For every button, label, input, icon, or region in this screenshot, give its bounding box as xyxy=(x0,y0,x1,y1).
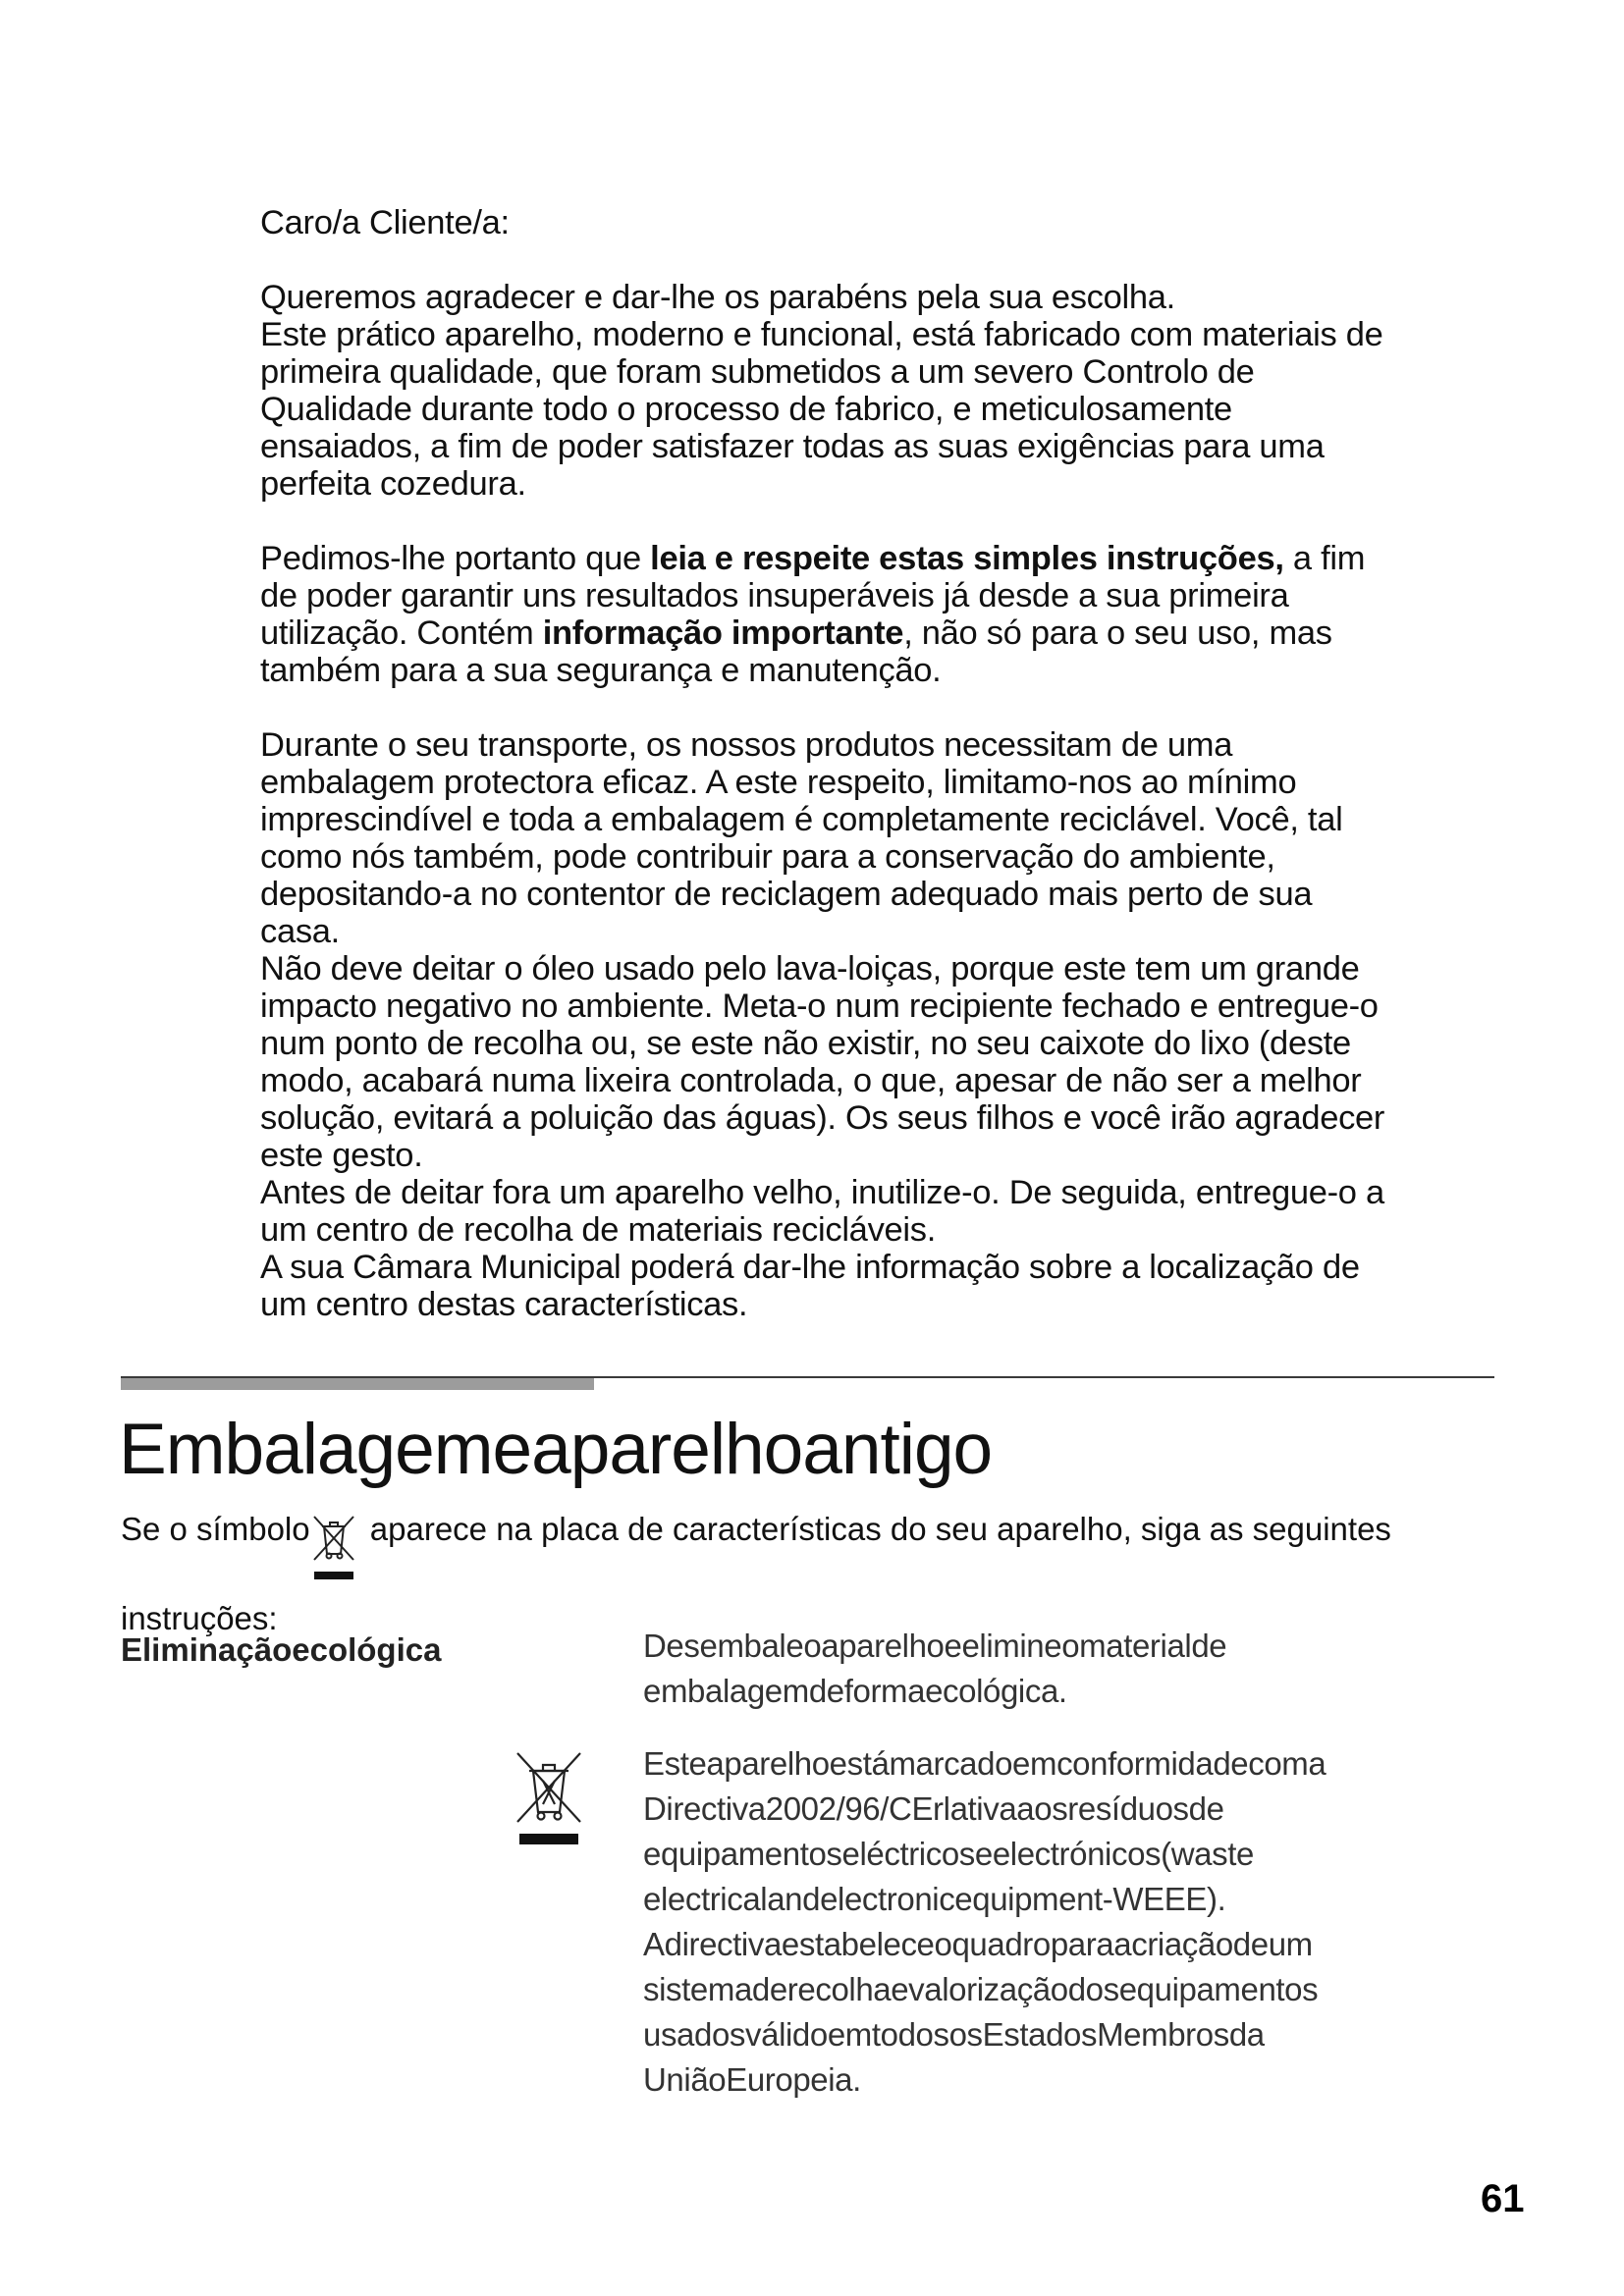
letter-paragraph-1-first-line: Queremos agradecer e dar-lhe os parabéns pela sua escolha. xyxy=(260,279,1175,316)
letter-paragraph-3b: Não deve deitar o óleo usado pelo lava-loiças, porque este tem um grande impacto negativo no ambiente. Meta-o num recipiente fechado e entregue-o num ponto de recolha ou, se este não existir, no seu caixote do lixo (deste modo, acabará numa lixeira controlada, o que, apesar de não ser a melhor solução, evitará a poluição das águas). Os seus filhos e você irão agradecer este gesto. xyxy=(260,950,1385,1174)
eco-paragraph-2 xyxy=(643,1741,1448,1922)
letter-paragraph-3a: Durante o seu transporte, os nossos produtos necessitam de uma embalagem protectora eficaz. A este respeito, limitamo-nos ao mínimo imprescindível e toda a embalagem é completamente reciclável. Você, tal como nós também, pode contribuir para a conservação do ambiente, depositando-a no contentor de reciclagem adequado mais perto de sua casa. xyxy=(260,726,1343,950)
crossed-out-wheelie-bin-icon xyxy=(514,1749,584,1847)
letter-paragraph-2-text-2: a fim de poder garantir uns resultados insuperáveis já desde a sua primeira utilização. Contém xyxy=(260,540,1366,652)
section-intro-text-2: aparece na placa de características do seu aparelho, siga as seguintes instruções: xyxy=(121,1511,1391,1636)
eco-paragraph-2-text: Esteaparelhoestámarcadoemconformidadecoma Directiva2002/96/CErlativaaosresíduosde equipamentoseléctricoseelectrónicos(waste electricalandelectronicequipment-WEEE). xyxy=(643,1745,1326,1917)
eco-paragraph-3-text: Adirectivaestabeleceoquadroparaacriaçãodeum sistemaderecolhaevalorizaçãodosequipamentos usadosválidoemtodososEstadosMembrosda UniãoEuropeia. xyxy=(643,1926,1319,2098)
eco-paragraph-3 xyxy=(643,1922,1448,2103)
section-title: Embalagemeaparelhoantigo xyxy=(119,1410,993,1489)
letter-paragraph-2-text-3: , não só para o seu uso, mas também para a sua segurança e manutenção. xyxy=(260,614,1332,689)
greeting: Caro/a Cliente/a: xyxy=(260,204,510,241)
page-number: 61 xyxy=(1481,2177,1525,2220)
letter-paragraph-2-bold-2: informação importante xyxy=(542,614,904,652)
letter-paragraph-1 xyxy=(260,279,1389,503)
letter-paragraph-2-text-1: Pedimos-lhe portanto que xyxy=(260,540,651,577)
letter-paragraph-2-bold-1: leia e respeite estas simples instruções, xyxy=(650,540,1284,577)
letter-paragraph-1-rest: Este prático aparelho, moderno e funcional, está fabricado com materiais de primeira qualidade, que foram submetidos a um severo Controlo de Qualidade durante todo o processo de fabrico, e meticulosamente ensaiados, a fim de poder satisfazer todas as suas exigências para uma perfeita cozedura. xyxy=(260,316,1383,503)
section-intro-text-1: Se o símbolo xyxy=(121,1511,310,1547)
eco-paragraph-1 xyxy=(643,1624,1448,1714)
letter-paragraph-3c: Antes de deitar fora um aparelho velho, inutilize-o. De seguida, entregue-o a um centro de recolha de materiais recicláveis. xyxy=(260,1174,1384,1249)
eco-disposal-heading: Eliminaçãoecológica xyxy=(121,1631,442,1668)
eco-paragraph-1-text: Desembaleoaparelhoeelimineomaterialde embalagemdeformaecológica. xyxy=(643,1628,1227,1709)
section-accent-bar xyxy=(121,1376,594,1390)
letter xyxy=(260,204,1389,1323)
letter-paragraph-2 xyxy=(260,540,1389,689)
letter-paragraph-3d: A sua Câmara Municipal poderá dar-lhe informação sobre a localização de um centro destas características. xyxy=(260,1249,1360,1323)
crossed-out-wheelie-bin-icon xyxy=(312,1513,355,1581)
section-divider xyxy=(121,1376,1494,1378)
